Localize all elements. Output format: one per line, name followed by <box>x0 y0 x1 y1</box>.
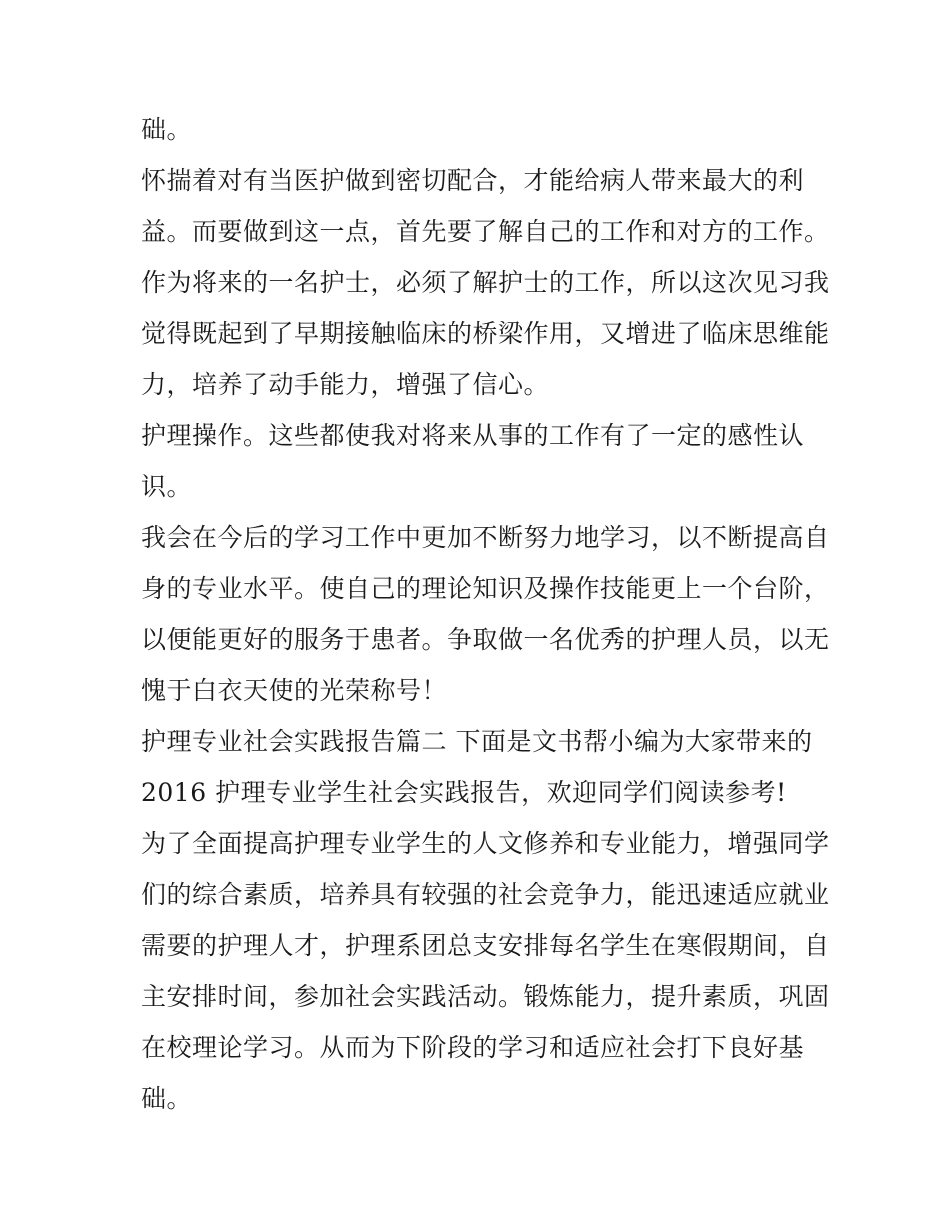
text-line: 作为将来的一名护士，必须了解护士的工作，所以这次见习我 <box>141 268 830 297</box>
text-line: 在校理论学习。从而为下阶段的学习和适应社会打下良好基 <box>141 1033 805 1062</box>
text-line: 需要的护理人才，护理系团总支安排每名学生在寒假期间，自 <box>141 931 830 960</box>
text-line: 础。 <box>141 1084 193 1113</box>
text-line: 们的综合素质，培养具有较强的社会竞争力，能迅速适应就业 <box>141 880 830 909</box>
text-line: 2016 护理专业学生社会实践报告，欢迎同学们阅读参考! <box>141 778 787 807</box>
text-line: 怀揣着对有当医护做到密切配合，才能给病人带来最大的利 <box>141 166 805 195</box>
text-line: 愧于白衣天使的光荣称号！ <box>141 676 448 705</box>
text-line: 础。 <box>141 115 193 144</box>
text-line: 我会在今后的学习工作中更加不断努力地学习，以不断提高自 <box>141 523 830 552</box>
text-line: 护理专业社会实践报告篇二 下面是文书帮小编为大家带来的 <box>141 727 813 756</box>
text-line: 主安排时间，参加社会实践活动。锻炼能力，提升素质，巩固 <box>141 982 830 1011</box>
text-line: 护理操作。这些都使我对将来从事的工作有了一定的感性认 <box>141 421 805 450</box>
text-line: 以便能更好的服务于患者。争取做一名优秀的护理人员，以无 <box>141 625 830 654</box>
text-line: 身的专业水平。使自己的理论知识及操作技能更上一个台阶， <box>141 574 830 603</box>
text-line: 为了全面提高护理专业学生的人文修养和专业能力，增强同学 <box>141 829 830 858</box>
text-line: 益。而要做到这一点，首先要了解自己的工作和对方的工作。 <box>141 217 830 246</box>
text-line: 识。 <box>141 472 193 501</box>
text-line: 觉得既起到了早期接触临床的桥梁作用，又增进了临床思维能 <box>141 319 830 348</box>
document-body <box>141 104 831 1124</box>
text-line: 力，培养了动手能力，增强了信心。 <box>141 370 550 399</box>
